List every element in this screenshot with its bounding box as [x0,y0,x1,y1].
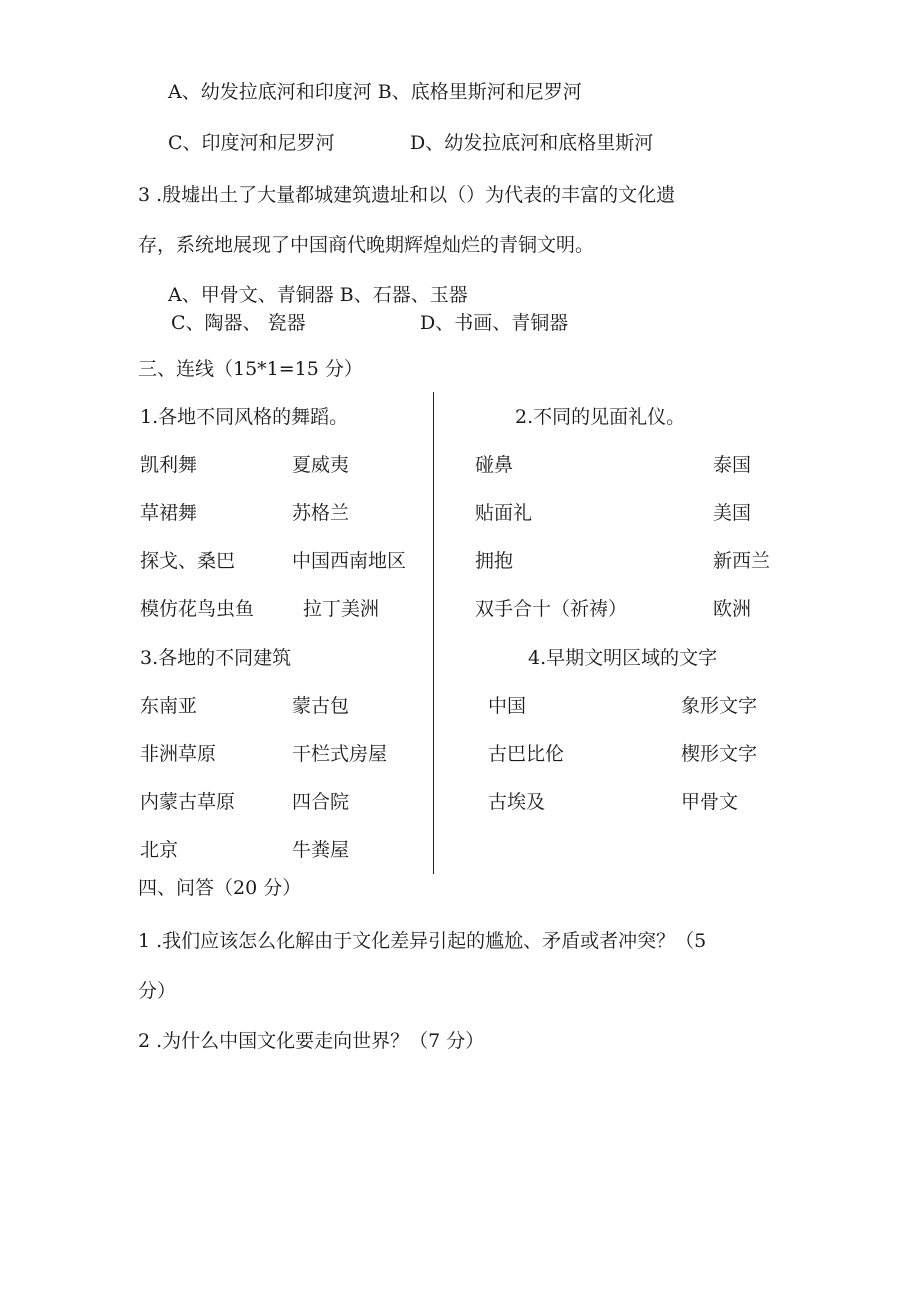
q3-options-ab: A、甲骨文、青铜器 B、石器、玉器 [168,284,468,306]
section3-heading: 三、连线（15*1=15 分） [138,358,363,380]
match-left-item: 双手合十（祈祷） [475,598,628,620]
essay-q1-line1: 1 .我们应该怎么化解由于文化差异引起的尴尬、矛盾或者冲突？（5 [138,930,707,952]
match-left-item: 非洲草原 [140,743,217,765]
match-left-item: 贴面礼 [475,502,533,524]
match-left-item: 碰鼻 [475,454,514,476]
match-right-item: 泰国 [713,454,752,476]
match-left-item: 拥抱 [475,550,514,572]
match-right-item: 美国 [713,502,752,524]
q3-stem-line1: 3 .殷墟出土了大量都城建筑遗址和以（）为代表的丰富的文化遗 [138,184,676,206]
q3-stem-line2: 存，系统地展现了中国商代晚期辉煌灿烂的青铜文明。 [138,234,595,256]
match-right-item: 拉丁美洲 [303,598,380,620]
group1-title: 1.各地不同风格的舞蹈。 [140,406,349,428]
match-left-item: 古巴比伦 [488,743,565,765]
match-right-item: 中国西南地区 [292,550,407,572]
match-right-item: 象形文字 [681,695,758,717]
match-right-item: 蒙古包 [292,695,350,717]
match-right-item: 新西兰 [713,550,771,572]
match-left-item: 古埃及 [488,791,546,813]
match-left-item: 凯利舞 [140,454,198,476]
match-left-item: 东南亚 [140,695,198,717]
match-right-item: 甲骨文 [681,791,739,813]
group4-title: 4.早期文明区域的文字 [528,647,718,669]
match-right-item: 牛粪屋 [292,839,350,861]
column-divider [433,392,434,874]
essay-q2: 2 .为什么中国文化要走向世界？（7 分） [138,1030,485,1052]
section4-heading: 四、问答（20 分） [138,877,302,899]
match-right-item: 四合院 [292,791,350,813]
match-right-item: 楔形文字 [681,743,758,765]
match-right-item: 欧洲 [713,598,752,620]
match-left-item: 模仿花鸟虫鱼 [140,598,255,620]
q2-options-ab: A、幼发拉底河和印度河 B、底格里斯河和尼罗河 [168,81,582,103]
match-right-item: 苏格兰 [292,502,350,524]
group3-title: 3.各地的不同建筑 [140,647,292,669]
match-right-item: 干栏式房屋 [292,743,388,765]
match-right-item: 夏威夷 [292,454,350,476]
match-left-item: 探戈、桑巴 [140,550,236,572]
match-left-item: 中国 [488,695,527,717]
q2-option-d: D、幼发拉底河和底格里斯河 [410,132,654,154]
group2-title: 2.不同的见面礼仪。 [515,406,686,428]
match-left-item: 草裙舞 [140,502,198,524]
match-left-item: 北京 [140,839,179,861]
match-left-item: 内蒙古草原 [140,791,236,813]
essay-q1-line2: 分） [138,980,177,1002]
q2-option-c: C、印度河和尼罗河 [168,132,335,154]
q3-option-d: D、书画、青铜器 [420,312,569,334]
q3-option-c: C、陶器、 瓷器 [171,312,306,334]
